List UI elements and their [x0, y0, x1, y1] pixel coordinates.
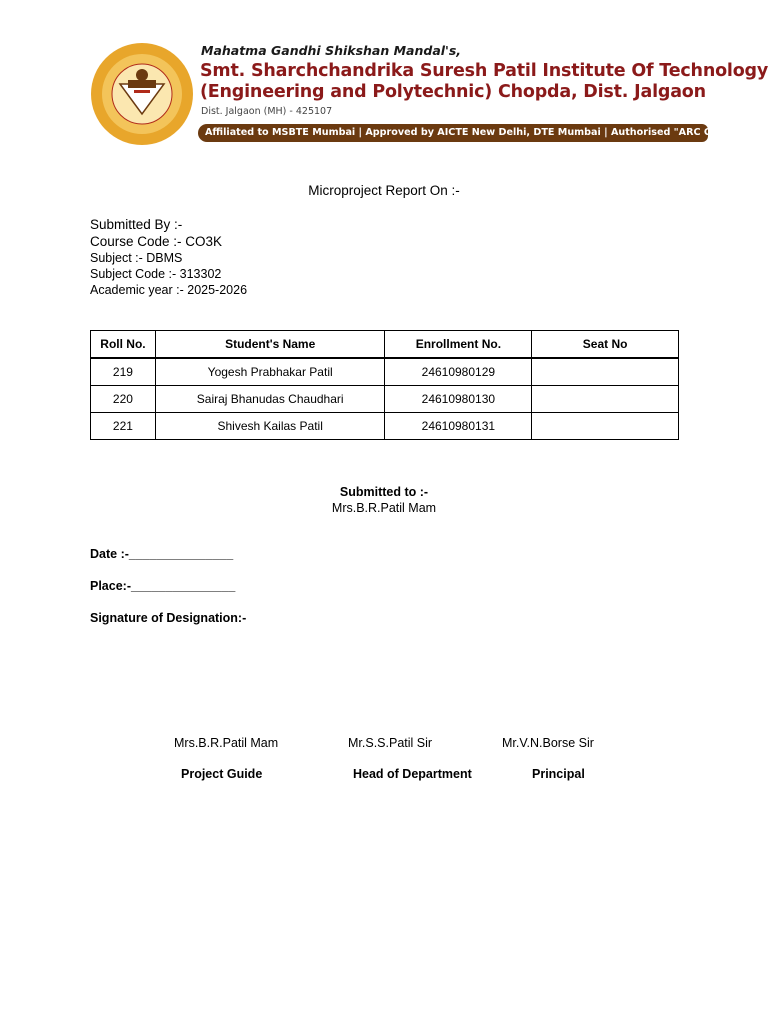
seat-no-cell	[532, 386, 679, 413]
date-field: Date :-_______________	[90, 547, 234, 561]
student-name-cell: Shivesh Kailas Patil	[155, 413, 385, 440]
column-header: Enrollment No.	[385, 331, 532, 359]
institute-name-line2: (Engineering and Polytechnic) Chopda, Dist. Jalgaon	[200, 82, 706, 102]
hod-name: Mr.S.S.Patil Sir	[348, 736, 433, 750]
place-field: Place:-_______________	[90, 579, 236, 593]
hod-title: Head of Department	[353, 767, 472, 781]
signature-field: Signature of Designation:-	[90, 611, 247, 625]
affiliation-banner: Affiliated to MSBTE Mumbai | Approved by AICTE New Delhi, DTE Mumbai | Authorised "ARC Center	[198, 124, 708, 142]
student-name-cell: Sairaj Bhanudas Chaudhari	[155, 386, 385, 413]
table-row	[91, 386, 679, 413]
subject: Subject :- DBMS	[90, 251, 183, 265]
submitted-to-label: Submitted to :-	[339, 485, 429, 499]
mandal-name: Mahatma Gandhi Shikshan Mandal's,	[201, 43, 462, 58]
roll-no-cell: 221	[91, 413, 156, 440]
table-row	[91, 358, 679, 386]
project-guide-title: Project Guide	[181, 767, 263, 781]
column-header: Student's Name	[155, 331, 385, 359]
enrollment-no-cell: 24610980129	[385, 358, 532, 386]
enrollment-no-cell: 24610980130	[385, 386, 532, 413]
table-row	[91, 413, 679, 440]
column-header: Roll No.	[91, 331, 156, 359]
course-code: Course Code :- CO3K	[90, 234, 223, 249]
roll-no-cell: 220	[91, 386, 156, 413]
seat-no-cell	[532, 358, 679, 386]
roll-no-cell: 219	[91, 358, 156, 386]
enrollment-no-cell: 24610980131	[385, 413, 532, 440]
subject-code: Subject Code :- 313302	[90, 267, 222, 281]
students-table	[90, 330, 679, 440]
institute-logo	[90, 42, 194, 146]
submitted-by: Submitted By :-	[90, 217, 183, 232]
institute-name-line1: Smt. Sharchchandrika Suresh Patil Institute Of Technology	[200, 61, 768, 81]
academic-year: Academic year :- 2025-2026	[90, 283, 248, 297]
principal-title: Principal	[532, 767, 585, 781]
principal-name: Mr.V.N.Borse Sir	[502, 736, 594, 750]
student-name-cell: Yogesh Prabhakar Patil	[155, 358, 385, 386]
column-header: Seat No	[532, 331, 679, 359]
table-header-row	[91, 331, 679, 359]
seat-no-cell	[532, 413, 679, 440]
institute-address: Dist. Jalgaon (MH) - 425107	[201, 106, 333, 117]
report-heading: Microproject Report On :-	[308, 183, 460, 198]
project-guide-name: Mrs.B.R.Patil Mam	[174, 736, 279, 750]
submitted-to-name: Mrs.B.R.Patil Mam	[331, 501, 437, 515]
